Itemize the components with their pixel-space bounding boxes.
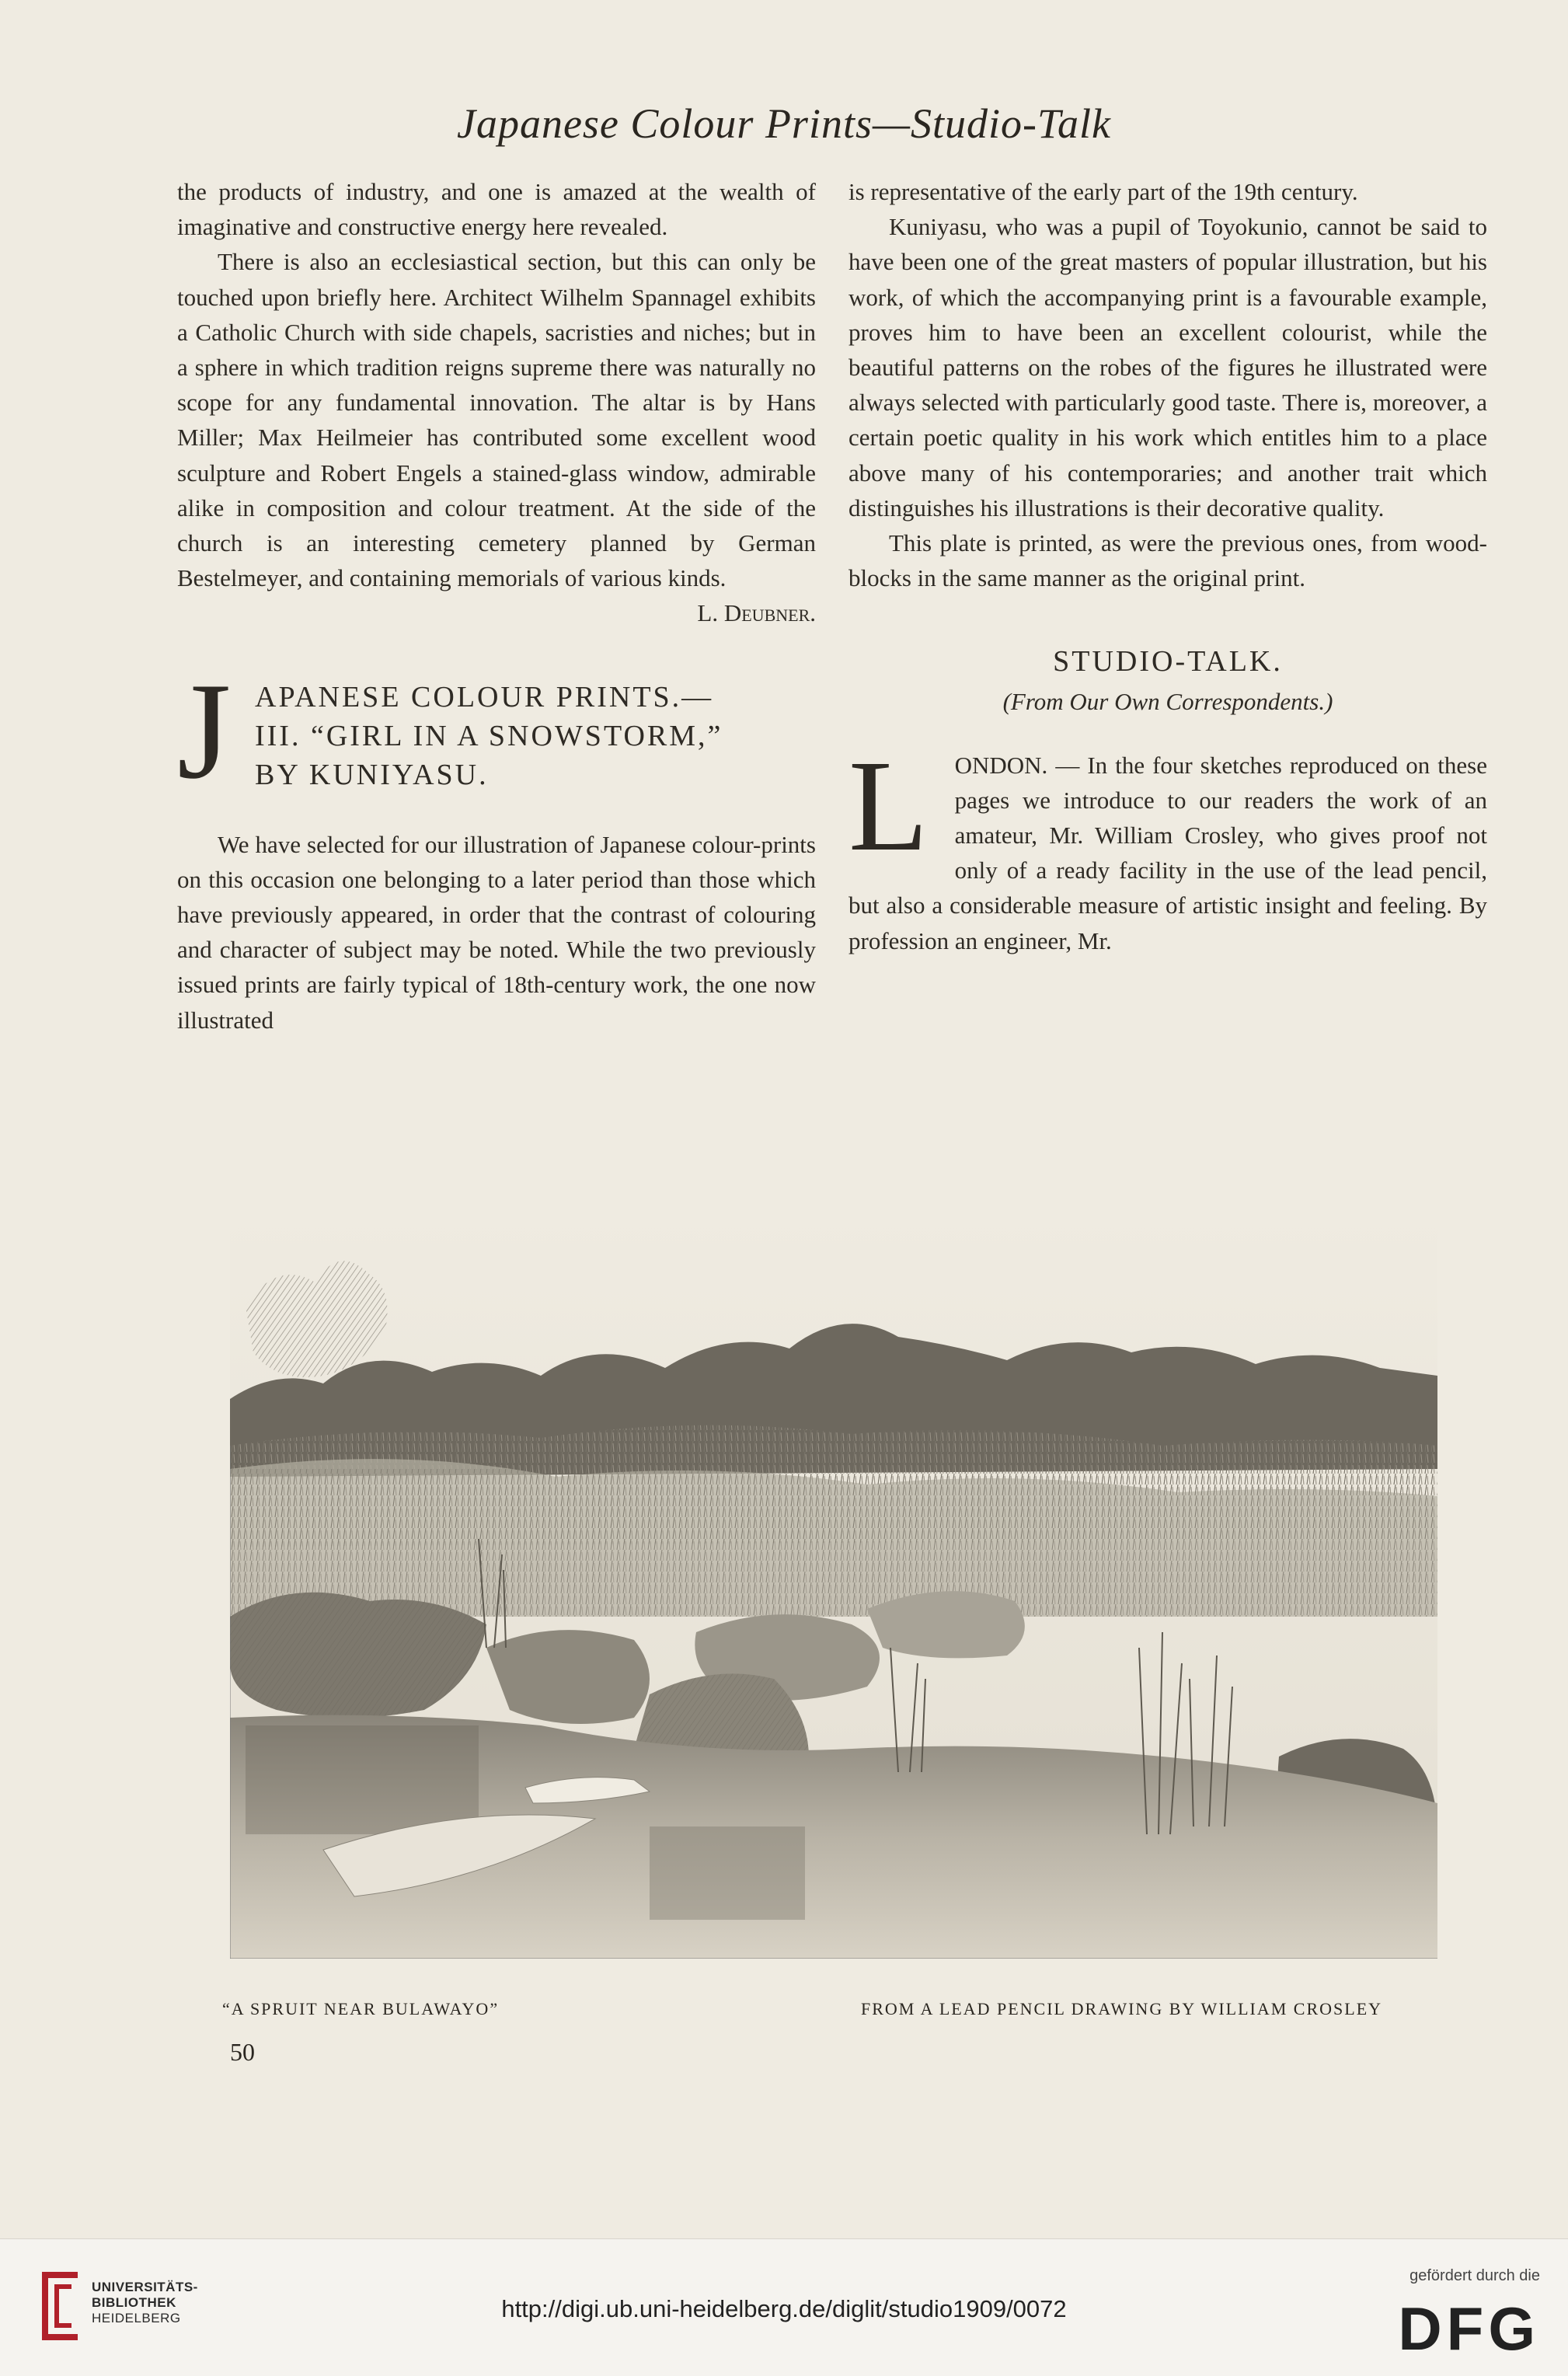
illustration-caption-credit: FROM A LEAD PENCIL DRAWING BY WILLIAM CROSLEY (861, 1999, 1383, 2018)
paragraph: the products of industry, and one is amazed at the wealth of imaginative and constructive energy here revealed. (177, 178, 816, 241)
drop-cap: L (848, 733, 929, 878)
permalink-url[interactable]: http://digi.ub.uni-heidelberg.de/diglit/studio1909/0072 (501, 2295, 1067, 2322)
right-column (848, 174, 1487, 958)
library-name-line: BIBLIOTHEK (92, 2295, 176, 2310)
page-number: 50 (230, 2038, 255, 2066)
running-title: Japanese Colour Prints—Studio-Talk (456, 100, 1112, 147)
paragraph (177, 244, 816, 630)
paragraph (848, 733, 1487, 958)
paragraph: This plate is printed, as were the previous ones, from wood-blocks in the same manner as the original print. (848, 529, 1487, 592)
section-subtitle: (From Our Own Correspondents.) (1002, 688, 1333, 716)
funding-label: gefördert durch die (1409, 2267, 1540, 2284)
paragraph-text: ONDON. — In the four sketches reproduced on these pages we introduce to our readers the work of an amateur, Mr. William Crosley, who gives proof not only of a ready facility in the use of the lead pencil, but also a considerable measure of artistic insight and feeling. By profession an engineer, Mr. (848, 751, 1487, 954)
paragraph-text: There is also an ecclesiastical section, but this can only be touched upon briefly here. Architect Wilhelm Spannagel exhibits a Catholic Church with side chapels, sacristies and niches; but in a sphere in which tradition reigns supreme there was naturally no scope for any fundamental innovation. The altar is by Hans Miller; Max Heilmeier has contributed some excellent wood sculpture and Robert Engels a stained-glass window, admirable alike in composition and colour treatment. At the side of the church is an interesting cemetery planned by German Bestelmeyer, and containing memorials of various kinds. (177, 248, 816, 592)
paragraph: is representative of the early part of the 19th century. (848, 178, 1358, 205)
pencil-drawing-illustration (230, 1212, 1437, 1959)
heading-line: III. “GIRL IN A SNOWSTORM,” (255, 719, 723, 752)
paragraph: We have selected for our illustration of Japanese colour-prints on this occasion one belonging to a later period than those which have previously appeared, in order that the contrast of colouring and character of subject may be noted. While the two previously issued prints are fairly typical of 18th-century work, the one now illustrated (177, 830, 816, 1034)
library-name-line: HEIDELBERG (92, 2311, 181, 2325)
digitization-footer (0, 2238, 1568, 2376)
author-signature: L. Deubner. (697, 599, 816, 627)
article-heading-text (255, 678, 723, 794)
left-column (177, 174, 816, 1038)
heading-line: APANESE COLOUR PRINTS.— (255, 680, 714, 713)
paragraph: Kuniyasu, who was a pupil of Toyokunio, cannot be said to have been one of the great masters of popular illustration, but his work, of which the accompanying print is a favourable example, proves him to have been an excellent colourist, while the beautiful patterns on the robes of the figures he illustrated were always selected with particularly good taste. There is, moreover, a certain poetic quality in his work which entitles him to a place above many of his contemporaries; and another trait which distinguishes his illustrations is their decorative quality. (848, 213, 1487, 522)
library-name-line: UNIVERSITÄTS- (92, 2280, 198, 2294)
illustration-caption-title: “A SPRUIT NEAR BULAWAYO” (222, 1999, 500, 2018)
section-title: STUDIO-TALK. (1053, 645, 1283, 679)
drop-cap: J (177, 653, 232, 808)
article-heading (177, 653, 816, 808)
heading-line: BY KUNIYASU. (255, 758, 489, 791)
dfg-logo: DFG (1398, 2294, 1540, 2363)
